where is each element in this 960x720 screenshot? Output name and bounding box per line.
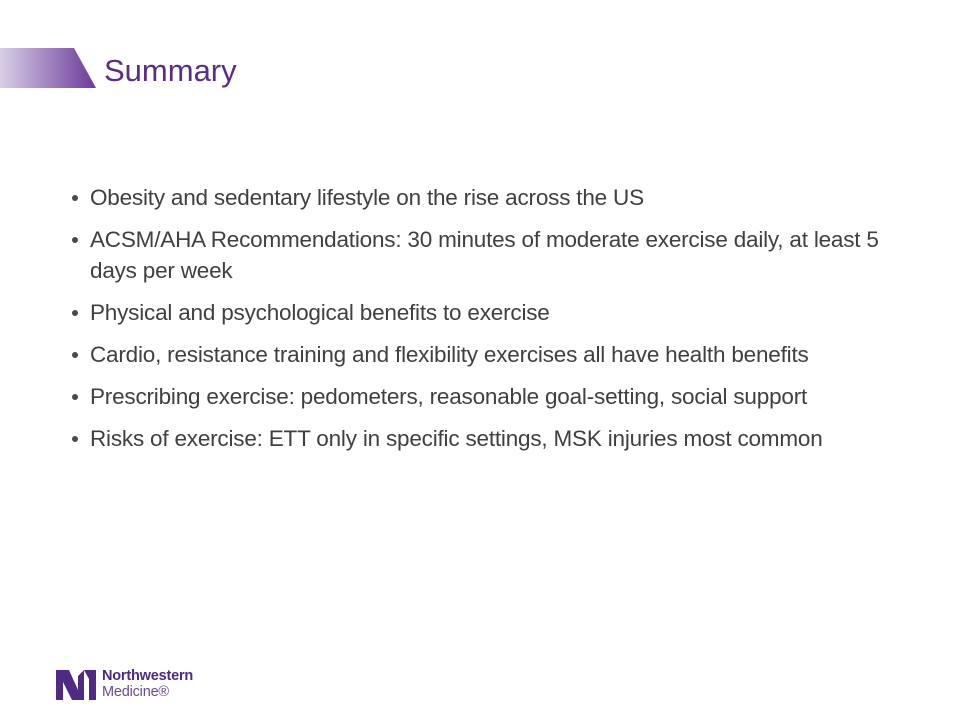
title-accent-bar [0,48,96,88]
bullet-item [72,224,912,286]
logo-line-2: Medicine® [102,684,169,700]
bullet-dot-icon [72,237,78,243]
slide-title: Summary [104,53,237,88]
bullet-dot-icon [72,352,78,358]
logo-wordmark [102,668,193,700]
bullet-dot-icon [72,394,78,400]
bullet-dot-icon [72,436,78,442]
bullet-text: Cardio, resistance training and flexibility exercises all have health benefits [90,342,809,367]
bullet-text: Prescribing exercise: pedometers, reasonable goal-setting, social support [90,384,808,409]
bullet-item [72,339,912,370]
bullet-text: Obesity and sedentary lifestyle on the rise across the US [90,185,644,210]
bullet-item [72,297,912,328]
bullet-dot-icon [72,195,78,201]
bullet-item [72,182,912,213]
bullet-dot-icon [72,310,78,316]
logo-line-1: Northwestern [102,668,194,684]
nm-monogram-icon [56,670,96,700]
bullet-list [72,182,912,465]
bullet-text: Physical and psychological benefits to exercise [90,300,550,325]
bullet-text: Risks of exercise: ETT only in specific settings, MSK injuries most common [90,426,823,451]
bullet-text: ACSM/AHA Recommendations: 30 minutes of moderate exercise daily, at least 5 days per week [90,227,879,283]
northwestern-medicine-logo [56,668,256,704]
bullet-item [72,423,912,454]
bullet-item [72,381,912,412]
